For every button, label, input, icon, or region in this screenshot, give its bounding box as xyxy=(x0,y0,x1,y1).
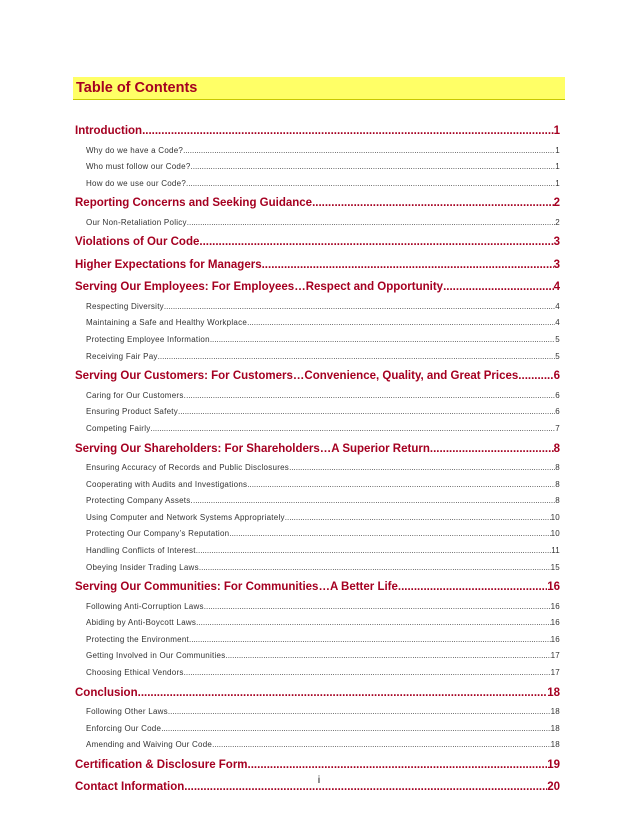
toc-entry-title: Cooperating with Audits and Investigations xyxy=(86,479,248,489)
toc-entry-title: Maintaining a Safe and Healthy Workplace xyxy=(86,318,248,328)
dot-leader xyxy=(183,143,555,160)
toc-entry-page: 6 xyxy=(555,390,560,400)
dot-leader xyxy=(225,648,550,665)
toc-entry-title: Protecting the Environment xyxy=(86,634,189,644)
toc-entry-page: 20 xyxy=(547,781,560,794)
toc-entry-title: Ensuring Accuracy of Records and Public Disclosures xyxy=(86,463,290,473)
dot-leader xyxy=(164,299,555,316)
toc-subsection-link[interactable] xyxy=(75,510,560,527)
toc-section-link[interactable] xyxy=(75,276,560,299)
toc-entry-title: Serving Our Shareholders: For Shareholders…A Superior Return xyxy=(75,442,430,455)
toc-entry-title: Why do we have a Code? xyxy=(86,145,184,155)
dot-leader xyxy=(178,404,555,421)
toc-section-link[interactable] xyxy=(75,192,560,215)
toc-entry-title: Serving Our Communities: For Communities…A Better Life xyxy=(75,581,398,594)
dot-leader xyxy=(248,754,548,777)
dot-leader xyxy=(193,493,555,510)
toc-entry-title: Following Anti-Corruption Laws xyxy=(86,601,204,611)
toc-entry-page: 5 xyxy=(555,351,560,361)
dot-leader xyxy=(168,704,551,721)
toc-entry-title: Caring for Our Customers. xyxy=(86,390,187,400)
dot-leader xyxy=(189,632,551,649)
toc-section-link[interactable] xyxy=(75,576,560,599)
toc-entry-page: 18 xyxy=(550,707,560,717)
dot-leader xyxy=(312,192,554,215)
toc-entry-title: Getting Involved in Our Communities xyxy=(86,651,226,661)
toc-entry-title: Abiding by Anti-Boycott Laws xyxy=(86,618,197,628)
toc-entry-page: 18 xyxy=(550,740,560,750)
toc-entry-page: 8 xyxy=(555,496,560,506)
toc-entry-page: 11 xyxy=(551,546,560,555)
dot-leader xyxy=(443,276,554,299)
dot-leader xyxy=(247,477,555,494)
dot-leader xyxy=(247,315,555,332)
toc-entry-page: 16 xyxy=(547,581,560,594)
toc-subsection-link[interactable] xyxy=(75,349,560,366)
dot-leader xyxy=(138,682,548,705)
dot-leader xyxy=(210,332,555,349)
dot-leader xyxy=(186,176,555,193)
toc-entry-title: Conclusion xyxy=(75,686,138,699)
toc-subsection-link[interactable] xyxy=(75,648,560,665)
toc-entry-title: Receiving Fair Pay xyxy=(86,351,158,361)
toc-entry-title: Using Computer and Network Systems Appropriately xyxy=(86,512,285,522)
toc-entry-title: Competing Fairly xyxy=(86,423,151,433)
toc-entry-title: How do we use our Code? xyxy=(86,178,187,188)
dot-leader xyxy=(262,254,554,277)
toc-subsection-link[interactable] xyxy=(75,632,560,649)
toc-entry-page: 4 xyxy=(553,281,560,294)
toc-subsection-link[interactable] xyxy=(75,332,560,349)
toc-subsection-link[interactable] xyxy=(75,421,560,438)
toc-entry-title: Handling Conflicts of Interest xyxy=(86,546,196,555)
toc-entry-page: 16 xyxy=(550,618,560,628)
dot-leader xyxy=(199,560,551,577)
dot-leader xyxy=(150,421,555,438)
toc-entry-page: 1 xyxy=(555,162,560,172)
toc-entry-title: Reporting Concerns and Seeking Guidance xyxy=(75,197,313,210)
toc-entry-page: 15 xyxy=(550,562,560,572)
toc-entry-title: Following Other Laws xyxy=(86,707,168,717)
toc-entry-page: 18 xyxy=(550,723,560,733)
toc-entry-page: 18 xyxy=(547,686,560,699)
toc-entry-page: 4 xyxy=(555,301,560,311)
toc-entry-title: Serving Our Employees: For Employees…Respect and Opportunity xyxy=(75,281,444,294)
toc-entry-page: 1 xyxy=(553,125,560,137)
toc-entry-page: 3 xyxy=(553,258,560,271)
toc-subsection-link[interactable] xyxy=(75,388,560,405)
toc-entry-title: Our Non-Retaliation Policy xyxy=(86,217,187,227)
toc-entry-page: 8 xyxy=(553,442,560,455)
toc-subsection-link[interactable] xyxy=(75,215,560,232)
toc-subsection-link[interactable] xyxy=(75,665,560,682)
toc-subsection-link[interactable] xyxy=(75,460,560,477)
dot-leader xyxy=(184,665,551,682)
toc-entry-page: 8 xyxy=(555,463,560,473)
toc-entry-title: Amending and Waiving Our Code xyxy=(86,740,213,750)
toc-entry-page: 16 xyxy=(550,634,560,644)
toc-entry-title: Respecting Diversity xyxy=(86,301,164,311)
toc-entry-title: Who must follow our Code? xyxy=(86,162,191,172)
toc-subsection-link[interactable] xyxy=(75,404,560,421)
dot-leader xyxy=(191,159,556,176)
toc-entry-title: Obeying Insider Trading Laws xyxy=(86,562,199,572)
page-number: i xyxy=(317,775,321,786)
toc-section-link[interactable] xyxy=(75,231,560,254)
toc-section-link[interactable] xyxy=(75,682,560,705)
toc-entry-page: 8 xyxy=(555,479,560,489)
table-of-contents xyxy=(75,120,560,799)
toc-entry-page: 1 xyxy=(555,145,560,155)
toc-entry-page: 10 xyxy=(550,512,560,522)
toc-entry-title: Ensuring Product Safety xyxy=(86,407,179,417)
dot-leader xyxy=(196,543,551,560)
dot-leader xyxy=(229,526,550,543)
toc-entry-page: 3 xyxy=(553,236,560,249)
toc-entry-page: 2 xyxy=(555,217,560,227)
toc-entry-title: Serving Our Customers: For Customers…Convenience, Quality, and Great Prices. xyxy=(75,370,522,383)
dot-leader xyxy=(158,349,556,366)
dot-leader xyxy=(199,231,553,254)
toc-section-link[interactable] xyxy=(75,365,560,388)
toc-subsection-link[interactable] xyxy=(75,493,560,510)
toc-entry-page: 17 xyxy=(550,651,560,661)
toc-entry-page: 16 xyxy=(550,601,560,611)
toc-subsection-link[interactable] xyxy=(75,176,560,193)
toc-entry-title: Higher Expectations for Managers xyxy=(75,258,262,271)
toc-title: Table of Contents xyxy=(76,80,198,96)
toc-section-link[interactable] xyxy=(75,120,560,143)
toc-subsection-link[interactable] xyxy=(75,143,560,160)
toc-entry-page: 19 xyxy=(547,758,560,771)
toc-entry-page: 2 xyxy=(553,197,560,210)
toc-subsection-link[interactable] xyxy=(75,737,560,754)
toc-entry-page: 6 xyxy=(553,370,560,383)
toc-entry-page: 17 xyxy=(550,668,560,678)
toc-subsection-link[interactable] xyxy=(75,543,560,560)
toc-entry-title: Introduction xyxy=(75,125,143,137)
toc-section-link[interactable] xyxy=(75,754,560,777)
toc-entry-title: Enforcing Our Code xyxy=(86,723,162,733)
toc-entry-page: 4 xyxy=(555,318,560,328)
toc-entry-page: 7 xyxy=(555,423,560,433)
toc-subsection-link[interactable] xyxy=(75,560,560,577)
toc-subsection-link[interactable] xyxy=(75,315,560,332)
toc-subsection-link[interactable] xyxy=(75,159,560,176)
toc-entry-title: Protecting Our Company’s Reputation xyxy=(86,529,230,539)
dot-leader xyxy=(522,365,554,388)
toc-section-link[interactable] xyxy=(75,254,560,277)
toc-subsection-link[interactable] xyxy=(75,526,560,543)
toc-section-link[interactable] xyxy=(75,438,560,461)
toc-subsection-link[interactable] xyxy=(75,477,560,494)
toc-subsection-link[interactable] xyxy=(75,704,560,721)
toc-subsection-link[interactable] xyxy=(75,615,560,632)
dot-leader xyxy=(196,615,550,632)
dot-leader xyxy=(187,215,556,232)
toc-entry-title: Choosing Ethical Vendors xyxy=(86,668,184,678)
dot-leader xyxy=(289,460,555,477)
toc-entry-title: Protecting Employee Information xyxy=(86,335,210,345)
toc-entry-title: Violations of Our Code xyxy=(75,236,200,249)
toc-entry-page: 1 xyxy=(555,178,560,188)
toc-subsection-link[interactable] xyxy=(75,299,560,316)
toc-entry-title: Certification & Disclosure Form xyxy=(75,758,248,771)
dot-leader xyxy=(204,599,551,616)
dot-leader xyxy=(186,388,555,405)
toc-entry-page: 10 xyxy=(550,529,560,539)
toc-entry-page: 6 xyxy=(555,407,560,417)
toc-entry-page: 5 xyxy=(555,335,560,345)
toc-entry-title: Protecting Company Assets. xyxy=(86,496,193,506)
toc-title-bar xyxy=(73,77,565,100)
dot-leader xyxy=(142,120,554,143)
toc-subsection-link[interactable] xyxy=(75,599,560,616)
dot-leader xyxy=(430,438,554,461)
dot-leader xyxy=(285,510,551,527)
toc-subsection-link[interactable] xyxy=(75,721,560,738)
dot-leader xyxy=(398,576,547,599)
dot-leader xyxy=(161,721,550,738)
toc-entry-title: Contact Information xyxy=(75,781,185,794)
dot-leader xyxy=(212,737,550,754)
